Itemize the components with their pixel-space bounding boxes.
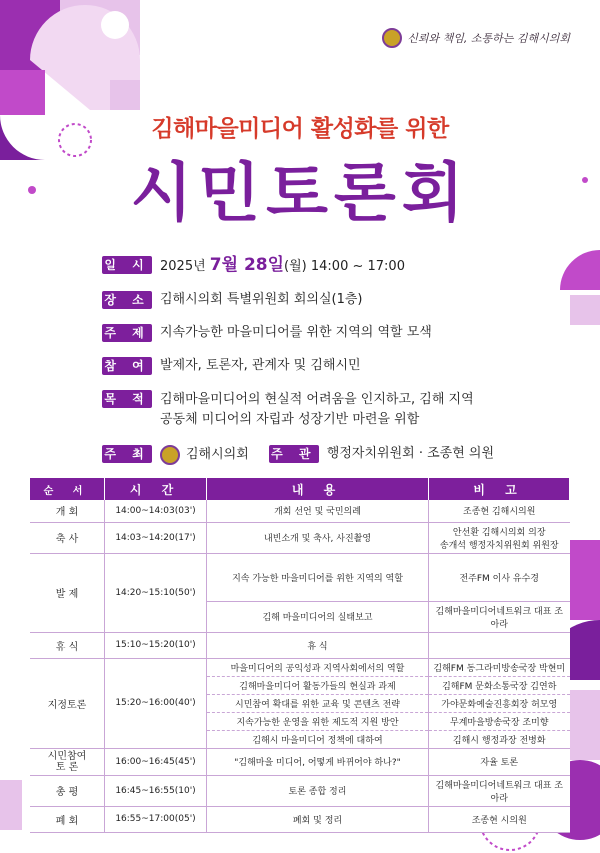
schedule-header (30, 478, 570, 500)
slogan (382, 28, 570, 48)
info-row-place (102, 291, 552, 309)
row-note: 조종현 시의원 (429, 806, 570, 832)
row-note (429, 632, 570, 658)
row-content: 시민참여 확대를 위한 교육 및 콘텐츠 전략 (207, 694, 429, 712)
place-value: 김해시의회 특별위원회 회의실(1층) (160, 292, 363, 307)
table-row (30, 775, 570, 806)
date-rest: (월) 14:00 ~ 17:00 (284, 259, 405, 274)
host-name: 김해시의회 (186, 447, 249, 462)
row-order: 휴 식 (30, 632, 105, 658)
table-row (30, 806, 570, 832)
row-note: 김해시 행정과장 전병화 (429, 730, 570, 748)
row-content: 휴 식 (207, 632, 429, 658)
row-note: 김해FM 동그라미방송국장 박현미 (429, 658, 570, 676)
date-value (160, 256, 405, 276)
row-note: 김해마을미디어네트워크 대표 조아라 (429, 601, 570, 632)
row-note: 가야문화예술진흥회장 허모영 (429, 694, 570, 712)
row-note: 조종현 김해시의원 (429, 500, 570, 522)
row-time: 14:20~15:10(50') (105, 553, 207, 632)
row-content: 지속가능한 운영을 위한 제도적 지원 방안 (207, 712, 429, 730)
date-highlight: 7월 28일 (209, 255, 285, 275)
row-order: 발 제 (30, 553, 105, 632)
table-row (30, 658, 570, 676)
purpose-line-2: 공동체 미디어의 자립과 성장기반 마련을 위함 (160, 412, 420, 427)
header-note: 비 고 (429, 478, 570, 500)
topic-label: 주 제 (102, 324, 152, 342)
purpose-value (160, 390, 474, 430)
info-row-topic (102, 324, 552, 342)
table-row (30, 632, 570, 658)
table-row (30, 522, 570, 553)
row-order: 시민참여 토 론 (30, 748, 105, 775)
row-note: 안선환 김해시의회 의장 송개석 행정자치위원회 위원장 (429, 522, 570, 553)
organizer-label: 주 관 (269, 445, 319, 463)
schedule-table (30, 478, 570, 833)
event-subtitle: 김해마을미디어 활성화를 위한 (151, 116, 449, 142)
row-content: 김해마을미디어 활동가들의 현실과 과제 (207, 676, 429, 694)
purpose-line-1: 김해마을미디어의 현실적 어려움을 인지하고, 김해 지역 (160, 392, 474, 407)
attend-value: 발제자, 토론자, 관계자 및 김해시민 (160, 358, 361, 373)
row-content: 김해 마을미디어의 실태보고 (207, 601, 429, 632)
row-content: 내빈소개 및 축사, 사진촬영 (207, 522, 429, 553)
event-title: 시민토론회 (130, 157, 470, 231)
row-note: 무계마을방송국장 조미향 (429, 712, 570, 730)
host-label: 주 최 (102, 445, 152, 463)
row-order: 총 평 (30, 775, 105, 806)
host-seal-icon (160, 445, 180, 465)
event-info (102, 256, 552, 480)
topic-value: 지속가능한 마을미디어를 위한 지역의 역할 모색 (160, 325, 432, 340)
row-time: 16:45~16:55(10') (105, 775, 207, 806)
row-note: 김해마을미디어네트워크 대표 조아라 (429, 775, 570, 806)
row-order: 지정토론 (30, 658, 105, 748)
row-content: 마을미디어의 공익성과 지역사회에서의 역할 (207, 658, 429, 676)
row-time: 16:00~16:45(45') (105, 748, 207, 775)
purpose-label: 목 적 (102, 390, 152, 408)
info-row-host (102, 445, 552, 465)
row-time: 14:00~14:03(03') (105, 500, 207, 522)
row-time: 15:10~15:20(10') (105, 632, 207, 658)
row-content: 김해시 마을미디어 정책에 대하여 (207, 730, 429, 748)
table-row (30, 553, 570, 601)
row-time: 16:55~17:00(05') (105, 806, 207, 832)
info-row-attend (102, 357, 552, 375)
row-order: 폐 회 (30, 806, 105, 832)
row-time: 14:03~14:20(17') (105, 522, 207, 553)
slogan-text: 신뢰와 책임, 소통하는 김해시의회 (407, 32, 570, 45)
row-note: 전주FM 이사 유수경 (429, 553, 570, 601)
table-row (30, 500, 570, 522)
row-time: 15:20~16:00(40') (105, 658, 207, 748)
row-content: "김해마을 미디어, 어떻게 바뀌어야 하나?" (207, 748, 429, 775)
attend-label: 참 여 (102, 357, 152, 375)
council-seal-icon (382, 28, 402, 48)
row-content: 토론 종합 정리 (207, 775, 429, 806)
place-label: 장 소 (102, 291, 152, 309)
row-order: 개 회 (30, 500, 105, 522)
info-row-purpose (102, 390, 552, 430)
row-note: 김해FM 문화소통국장 김연하 (429, 676, 570, 694)
header-content: 내 용 (207, 478, 429, 500)
host-value (160, 445, 249, 465)
row-note: 자율 토론 (429, 748, 570, 775)
row-content: 지속 가능한 마을미디어를 위한 지역의 역할 (207, 553, 429, 601)
header-time: 시 간 (105, 478, 207, 500)
date-label: 일 시 (102, 256, 152, 274)
organizer-value: 행정자치위원회 · 조종현 의원 (326, 446, 495, 461)
table-row (30, 748, 570, 775)
header-order: 순 서 (30, 478, 105, 500)
info-row-date (102, 256, 552, 276)
row-order: 축 사 (30, 522, 105, 553)
row-content: 개회 선언 및 국민의례 (207, 500, 429, 522)
date-year: 2025년 (160, 259, 206, 274)
row-content: 폐회 및 정리 (207, 806, 429, 832)
